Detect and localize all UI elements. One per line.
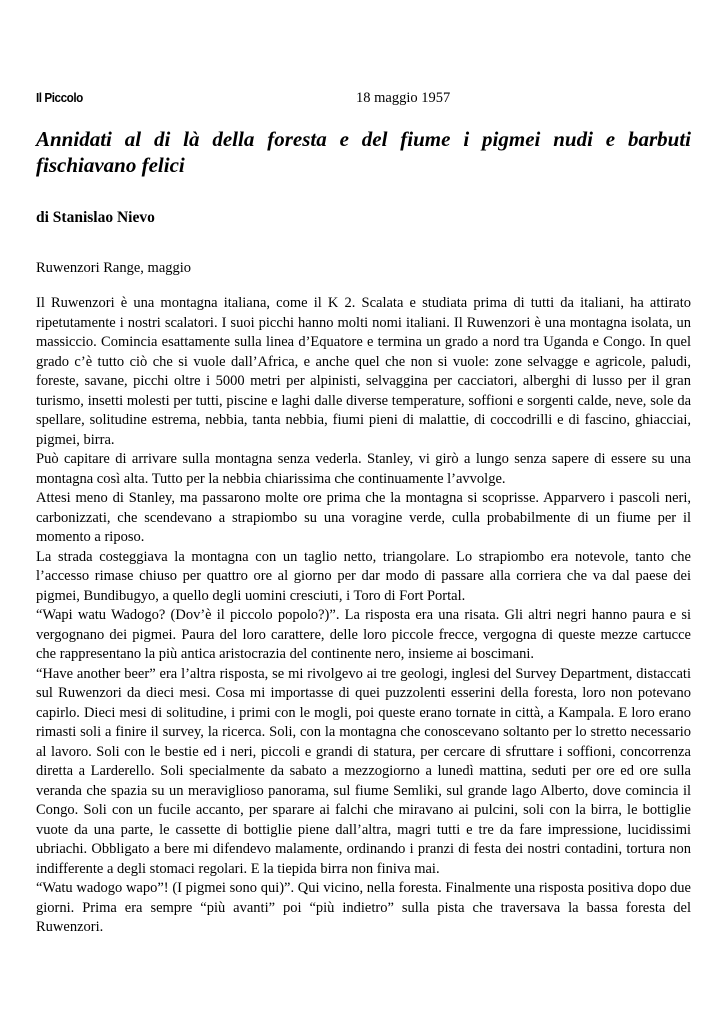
article-title: Annidati al di là della foresta e del fiume i pigmei nudi e barbuti fischiavano felici: [36, 127, 691, 177]
article-body: [36, 294, 691, 938]
article-paragraph: Può capitare di arrivare sulla montagna senza vederla. Stanley, vi girò a lungo senza sapere di essere su una montagna così alta. Tutto per la nebbia chiarissima che continuamente l’avvolge.: [36, 451, 691, 487]
article-paragraph: La strada costeggiava la montagna con un taglio netto, triangolare. Lo strapiombo era notevole, tanto che l’accesso rimase chiuso per quattro ore al giorno per dar modo di passare alla corriera che va dal paese dei pigmei, Bundibugyo, a quello degli uomini cresciuti, i Toro di Fort Portal.: [36, 548, 691, 604]
article-byline: di Stanislao Nievo: [36, 209, 155, 226]
article-dateline: Ruwenzori Range, maggio: [36, 260, 192, 276]
document-page: [36, 0, 691, 938]
article-paragraph: “Watu wadogo wapo”! (I pigmei sono qui)”. Qui vicino, nella foresta. Finalmente una risposta positiva dopo due giorni. Prima era sempre “più avanti” poi “più indietro” sulla pista che traversava la bassa foresta del Ruwenzori.: [36, 880, 691, 935]
article-paragraph: “Have another beer” era l’altra risposta, se mi rivolgevo ai tre geologi, inglesi del Survey Department, distaccati sul Ruwenzori da dieci mesi. Cosa mi importasse di quei puzzolenti esserini della foresta, loro non potevano capirlo. Dieci mesi di solitudine, i primi con le mogli, poi queste erano tornate in città, a Kampala. E loro erano rimasti soli a finire il survey, la ricerca. Soli, con la montagna che conoscevano soltanto per lo stretto necessario al lavoro. Soli con le bestie ed i neri, piccoli e grandi di statura, per cercare di sfruttare i soffioni, concorrenza diretta a Larderello. Soli specialmente da sabato a mezzogiorno a lunedì mattina, seduti per ore ed ore sulla veranda che spazia su un meraviglioso panorama, sul fiume Semliki, sul grande lago Alberto, dove comincia il Congo. Soli con un fucile accanto, per sparare ai falchi che miravano ai pulcini, soli con la birra, le bottiglie vuote da una parte, le cassette di bottiglie piene dall’altra, magri tutti e tre da fare impressione, lucidissimi ubriachi. Obbligato a bere mi difendevo malamente, ordinando i pranzi di festa dei nostri contadini, tortura non indifferente a degli stomaci regolari. E la tiepida birra non finiva mai.: [36, 665, 691, 877]
publication-date: 18 maggio 1957: [356, 90, 451, 106]
page-header: [36, 90, 691, 110]
article-paragraph: “Wapi watu Wadogo? (Dov’è il piccolo popolo?)”. La risposta era una risata. Gli altri negri hanno paura e si vergognano dei pigmei. Paura del loro carattere, delle loro piccole frecce, vergogna di queste mezze cartucce che rappresentano la più antica aristocrazia del continente nero, insieme ai boscimani.: [36, 607, 691, 662]
article-paragraph: Il Ruwenzori è una montagna italiana, come il K 2. Scalata e studiata prima di tutti da italiani, ha attirato ripetutamente i nostri scalatori. I suoi picchi hanno molti nomi italiani. Il Ruwenzori è una montagna isolata, un massiccio. Comincia esattamente sulla linea d’Equatore e termina un grado a nord tra Uganda e Congo. In quel grado c’è tutto ciò che si vuole dall’Africa, e anche quel che non si vuole: zone selvagge e agricole, paludi, foreste, savane, picchi oltre i 5000 metri per alpinisti, selvaggina per cacciatori, alberghi di lusso per il gran turismo, insetti molesti per tutti, piscine e laghi dalle diverse temperature, soffioni e sorgenti calde, neve, sole da spellare, solitudine estrema, nebbia, tanta nebbia, fiumi pieni di malattie, di coccodrilli e di fascino, ghiacciai, pigmei, birra.: [36, 295, 691, 448]
article-paragraph: Attesi meno di Stanley, ma passarono molte ore prima che la montagna si scoprisse. Apparvero i pascoli neri, carbonizzati, che scendevano a strapiombo su una voragine verde, culla probabilmente di un fiume per il momento a riposo.: [36, 490, 691, 545]
newspaper-name: Il Piccolo: [36, 90, 83, 105]
